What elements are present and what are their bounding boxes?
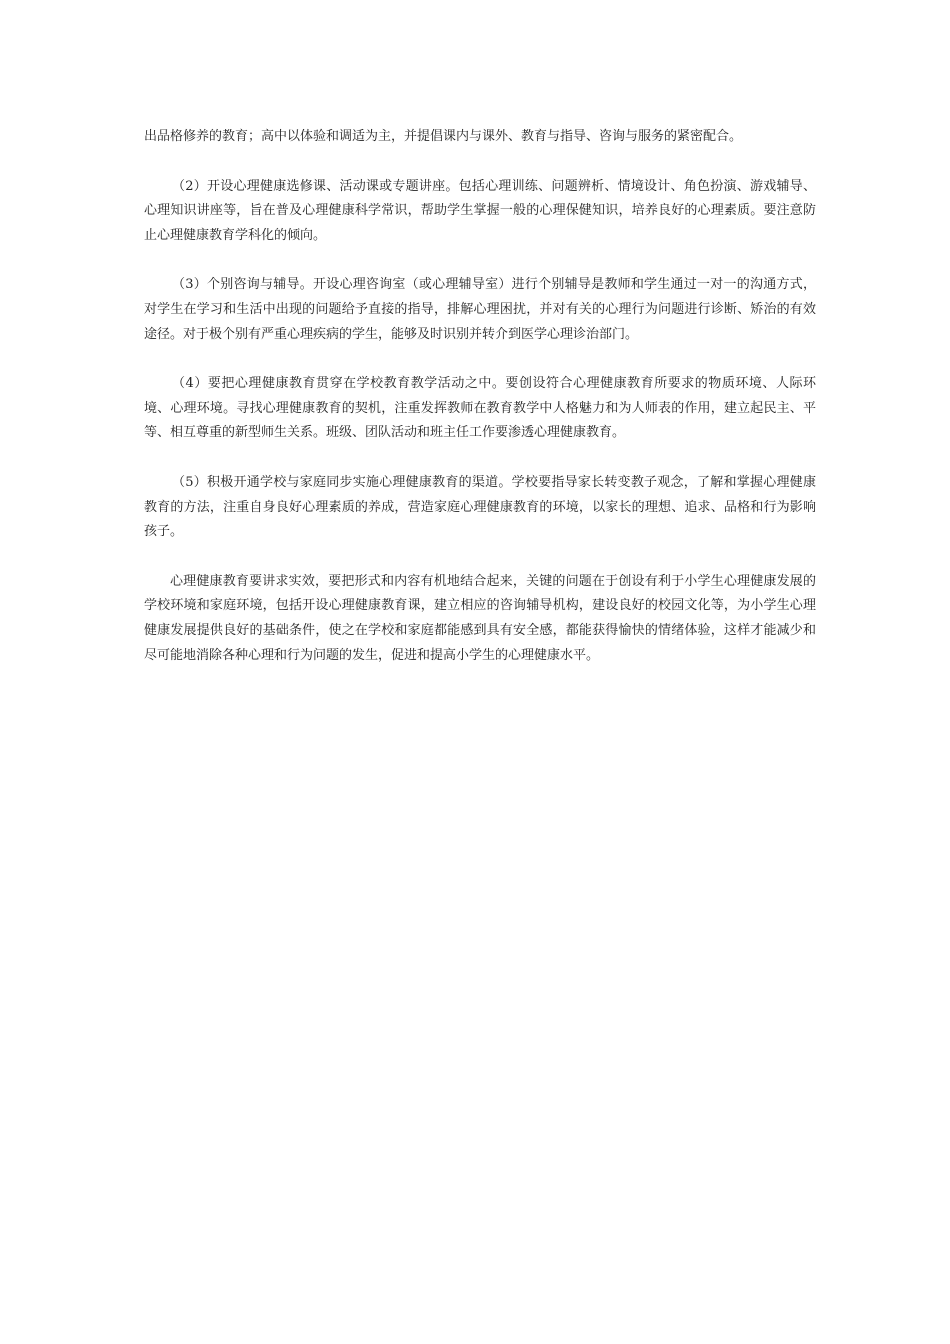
document-page xyxy=(144,125,816,668)
paragraph-item-5: （5）积极开通学校与家庭同步实施心理健康教育的渠道。学校要指导家长转变教子观念，了解和掌握心理健康教育的方法，注重自身良好心理素质的养成，营造家庭心理健康教育的环境，以家长的理想、追求、品格和行为影响孩子。 xyxy=(144,474,816,540)
paragraph-item-3: （3）个别咨询与辅导。开设心理咨询室（或心理辅导室）进行个别辅导是教师和学生通过一对一的沟通方式，对学生在学习和生活中出现的问题给予直接的指导，排解心理困扰，并对有关的心理行为问题进行诊断、矫治的有效途径。对于极个别有严重心理疾病的学生，能够及时识别并转介到医学心理诊治部门。 xyxy=(144,277,816,342)
paragraph-item-2: （2）开设心理健康选修课、活动课或专题讲座。包括心理训练、问题辨析、情境设计、角色扮演、游戏辅导、心理知识讲座等，旨在普及心理健康科学常识，帮助学生掌握一般的心理保健知识，培养良好的心理素质。要注意防止心理健康教育学科化的倾向。 xyxy=(144,178,816,243)
paragraph-continuation: 出品格修养的教育；高中以体验和调适为主，并提倡课内与课外、教育与指导、咨询与服务的紧密配合。 xyxy=(144,129,743,144)
paragraph-item-4: （4）要把心理健康教育贯穿在学校教育教学活动之中。要创设符合心理健康教育所要求的物质环境、人际环境、心理环境。寻找心理健康教育的契机，注重发挥教师在教育教学中人格魅力和为人师表的作用，建立起民主、平等、相互尊重的新型师生关系。班级、团队活动和班主任工作要渗透心理健康教育。 xyxy=(144,376,816,441)
paragraph-conclusion: 心理健康教育要讲求实效，要把形式和内容有机地结合起来，关键的问题在于创设有利于小学生心理健康发展的学校环境和家庭环境，包括开设心理健康教育课，建立相应的咨询辅导机构，建设良好的校园文化等，为小学生心理健康发展提供良好的基础条件，使之在学校和家庭都能感到具有安全感，都能获得愉快的情绪体验，这样才能减少和尽可能地消除各种心理和行为问题的发生，促进和提高小学生的心理健康水平。 xyxy=(144,573,816,663)
